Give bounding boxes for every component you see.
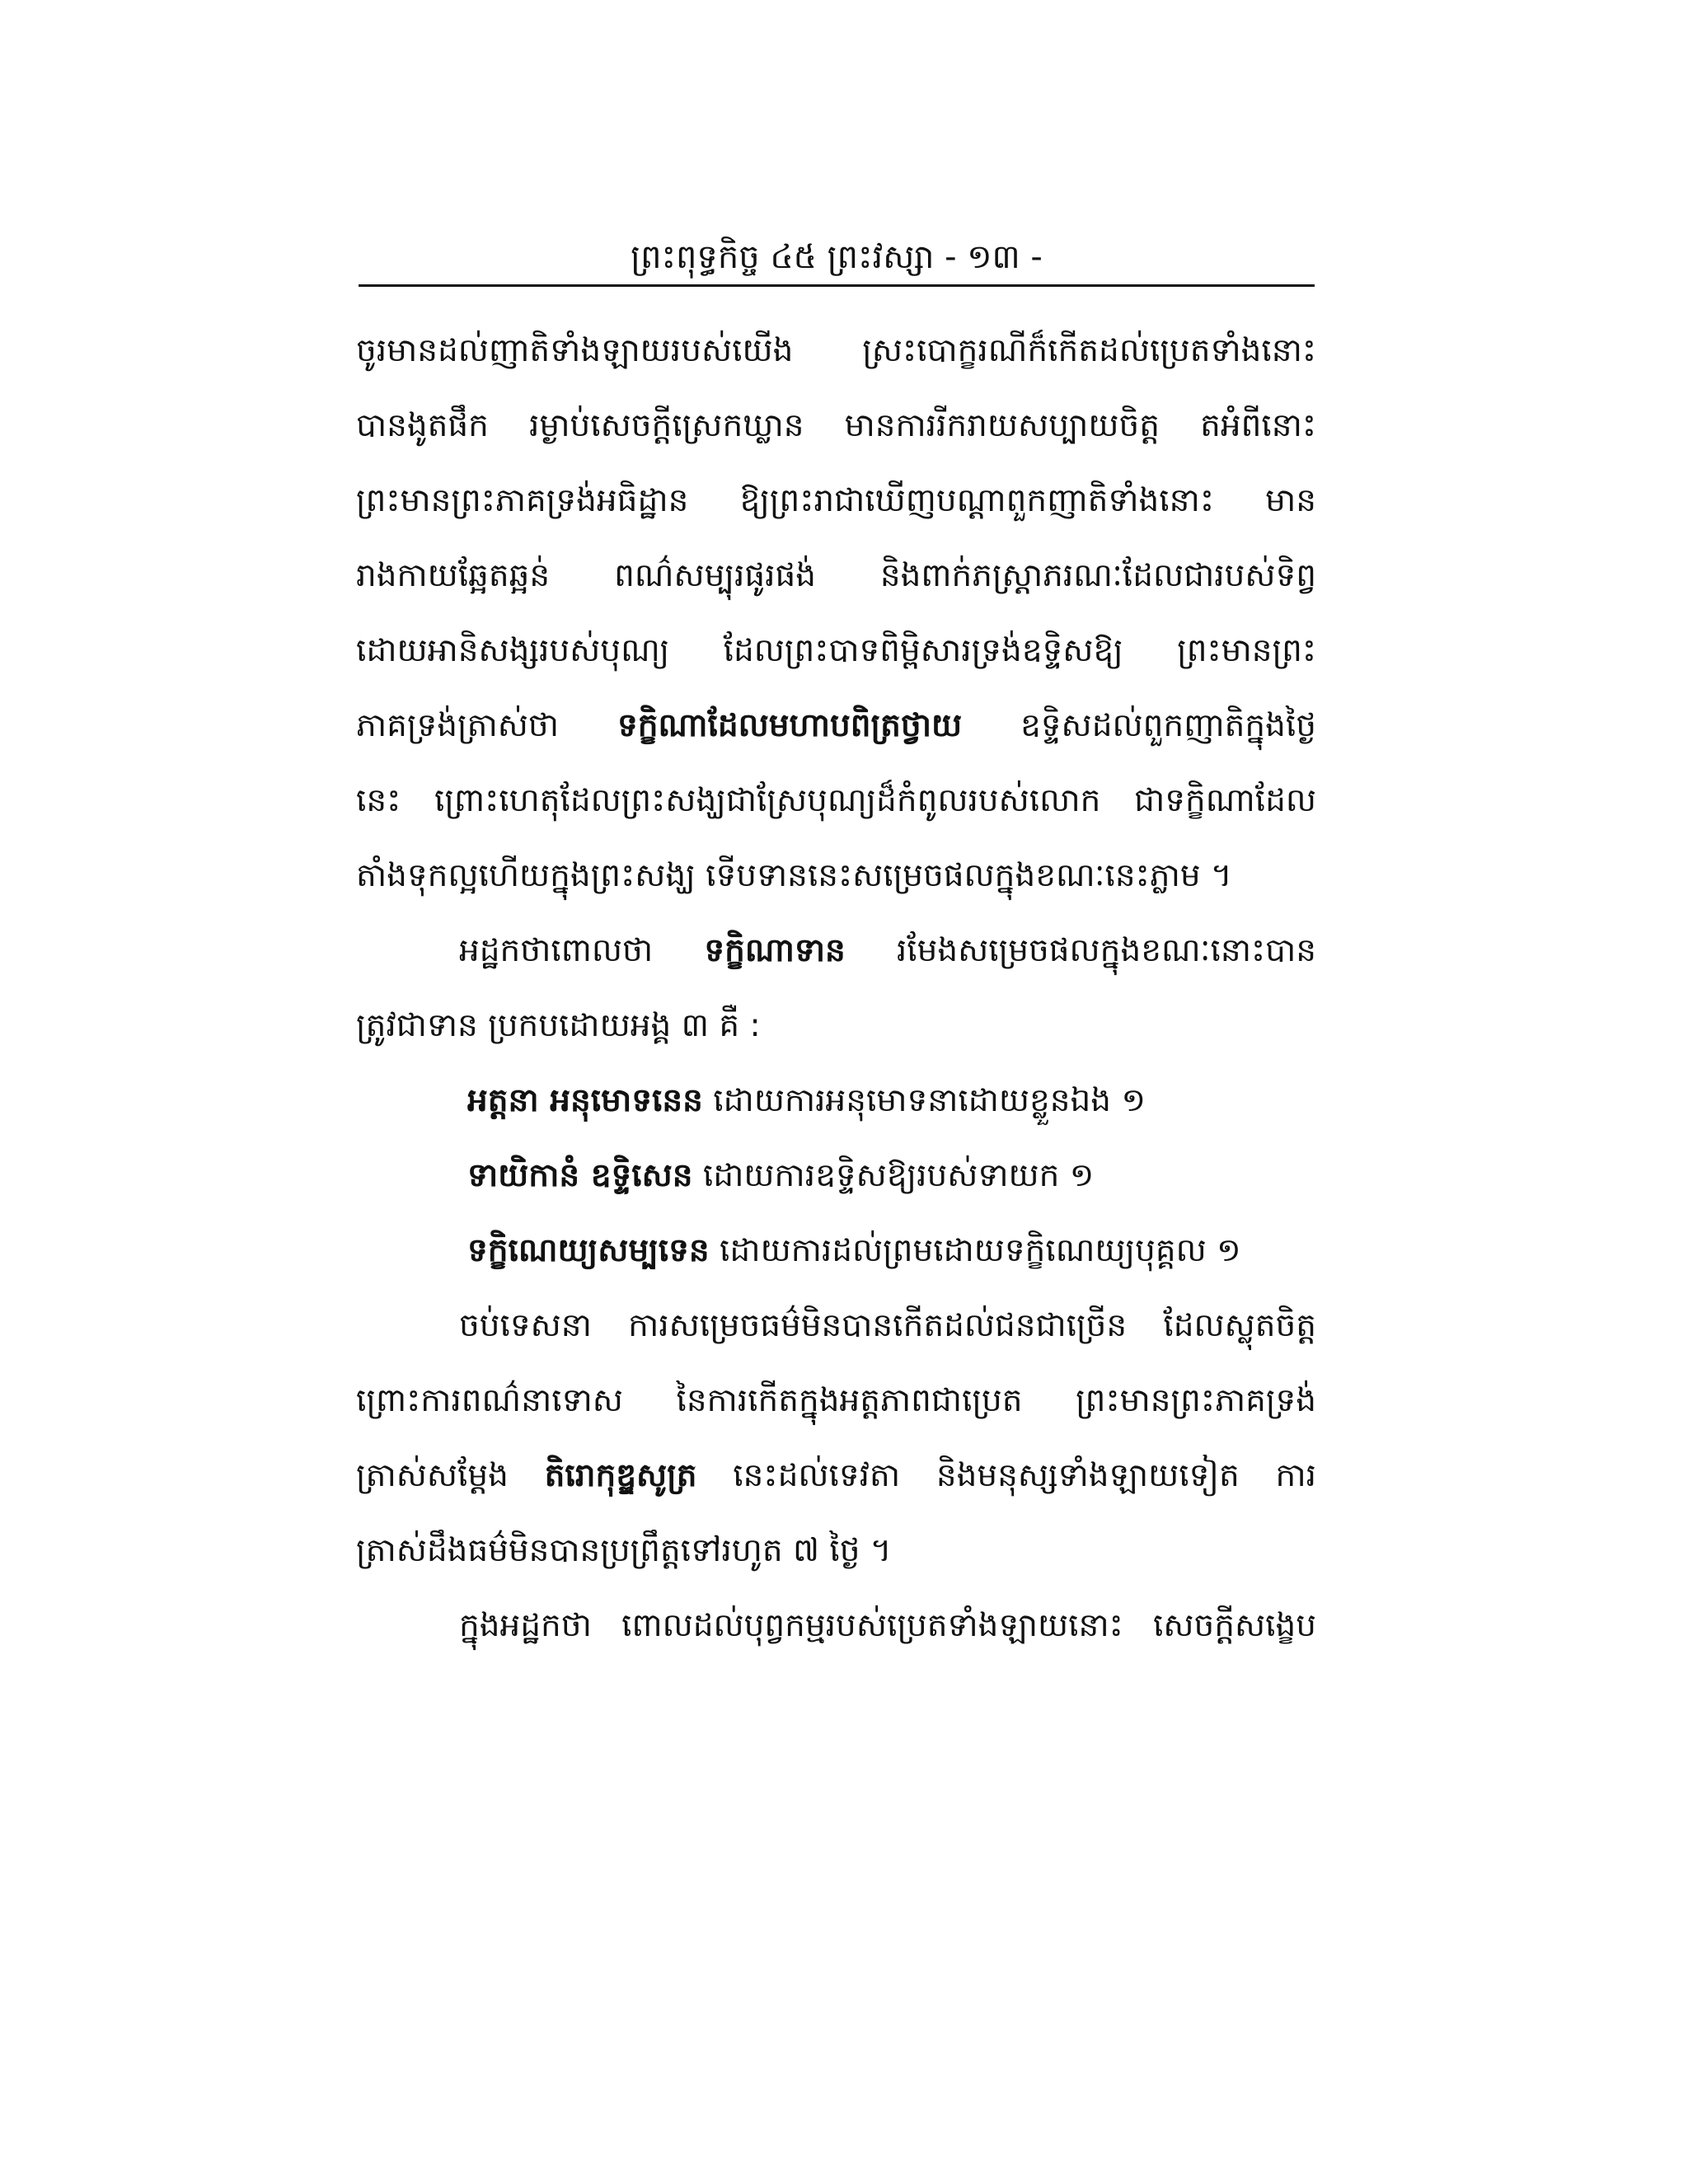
body-line: ព្រោះការពណ៌នាទោស នៃការកើតក្នុងអត្តភាពជាប្រេត ព្រះមានព្រះភាគទ្រង់: [356, 1382, 1316, 1419]
body-line: ដោយអានិសង្សរបស់បុណ្យ ដែលព្រះបាទពិម្ពិសារទ្រង់ឧទ្ទិសឱ្យ ព្រះមានព្រះ: [356, 632, 1316, 669]
emphasis-text: តិរោកុឌ្ឌសូត្រ: [544, 1457, 697, 1494]
emphasis-text: ទក្ខិណាដែលមហាបពិត្រថ្វាយ: [617, 707, 963, 744]
body-line: ត្រាស់សម្តែង តិរោកុឌ្ឌសូត្រ នេះដល់ទេវតា និងមនុស្សទាំងឡាយទៀត ការ: [356, 1457, 1316, 1494]
body-line-paragraph-start: ចប់ទេសនា ការសម្រេចធម៌មិនបានកើតដល់ជនជាច្រើន ដែលស្លុតចិត្ត: [459, 1307, 1316, 1344]
body-line: នេះ ព្រោះហេតុដែលព្រះសង្ឃជាស្រែបុណ្យដ៏កំពូលរបស់លោក ជាទក្ខិណាដែល: [356, 782, 1316, 819]
body-line-paragraph-start: ក្នុងអដ្ឋកថា ពោលដល់បុព្វកម្មរបស់ប្រេតទាំងឡាយនោះ សេចក្តីសង្ខេប: [459, 1607, 1316, 1644]
running-header: ព្រះពុទ្ធកិច្ច ៤៥ ព្រះវស្សា - ១៣ -: [631, 238, 1043, 276]
body-line: រាងកាយឆ្អែតឆ្អន់ ពណ៌សម្បុរផូរផង់ និងពាក់ភស្ត្រាភរណៈដែលជារបស់ទិព្វ: [356, 557, 1316, 594]
list-item: ទាយិកានំ ឧទ្ទិសេន ដោយការឧទ្ទិសឱ្យរបស់ទាយក ១: [467, 1157, 1095, 1194]
body-line: ចូរមានដល់ញាតិទាំងឡាយរបស់យើង ស្រះបោក្ខរណីក៏កើតដល់ប្រេតទាំងនោះ: [356, 332, 1316, 369]
body-line: ត្រូវជាទាន ប្រកបដោយអង្គ ៣ គឺ :: [356, 1007, 761, 1044]
emphasis-text: ទក្ខិណាទាន: [704, 932, 846, 969]
list-item-term: ទក្ខិណេយ្យសម្បទេន: [467, 1232, 710, 1269]
body-line: តាំងទុកល្អហើយក្នុងព្រះសង្ឃ ទើបទាននេះសម្រេចផលក្នុងខណៈនេះភ្លាម ។: [356, 857, 1232, 894]
list-item: អត្តនា អនុមោទនេន ដោយការអនុមោទនាដោយខ្លួនឯង ១: [467, 1082, 1146, 1119]
list-item: ទក្ខិណេយ្យសម្បទេន ដោយការដល់ព្រមដោយទក្ខិណេយ្យបុគ្គល ១: [467, 1232, 1241, 1269]
body-line: ត្រាស់ដឹងធម៌មិនបានប្រព្រឹត្តទៅរហូត ៧ ថ្ងៃ ។: [356, 1532, 892, 1569]
body-line: ព្រះមានព្រះភាគទ្រង់អធិដ្ឋាន ឱ្យព្រះរាជាឃើញបណ្តាពួកញាតិទាំងនោះ មាន: [356, 482, 1316, 519]
header-rule: [359, 284, 1315, 287]
list-item-term: អត្តនា អនុមោទនេន: [467, 1082, 703, 1119]
body-line: បានងូតផឹក រម្ងាប់សេចក្តីស្រេកឃ្លាន មានការរីករាយសប្បាយចិត្ត តអំពីនោះ: [356, 407, 1316, 444]
body-line: ភាគទ្រង់ត្រាស់ថា ទក្ខិណាដែលមហាបពិត្រថ្វាយ ឧទ្ទិសដល់ពួកញាតិក្នុងថ្ងៃ: [356, 707, 1316, 744]
body-text: [356, 313, 1316, 1663]
body-line-paragraph-start: អដ្ឋកថាពោលថា ទក្ខិណាទាន រមែងសម្រេចផលក្នុងខណៈនោះបាន: [459, 932, 1316, 969]
list-item-term: ទាយិកានំ ឧទ្ទិសេន: [467, 1157, 693, 1194]
